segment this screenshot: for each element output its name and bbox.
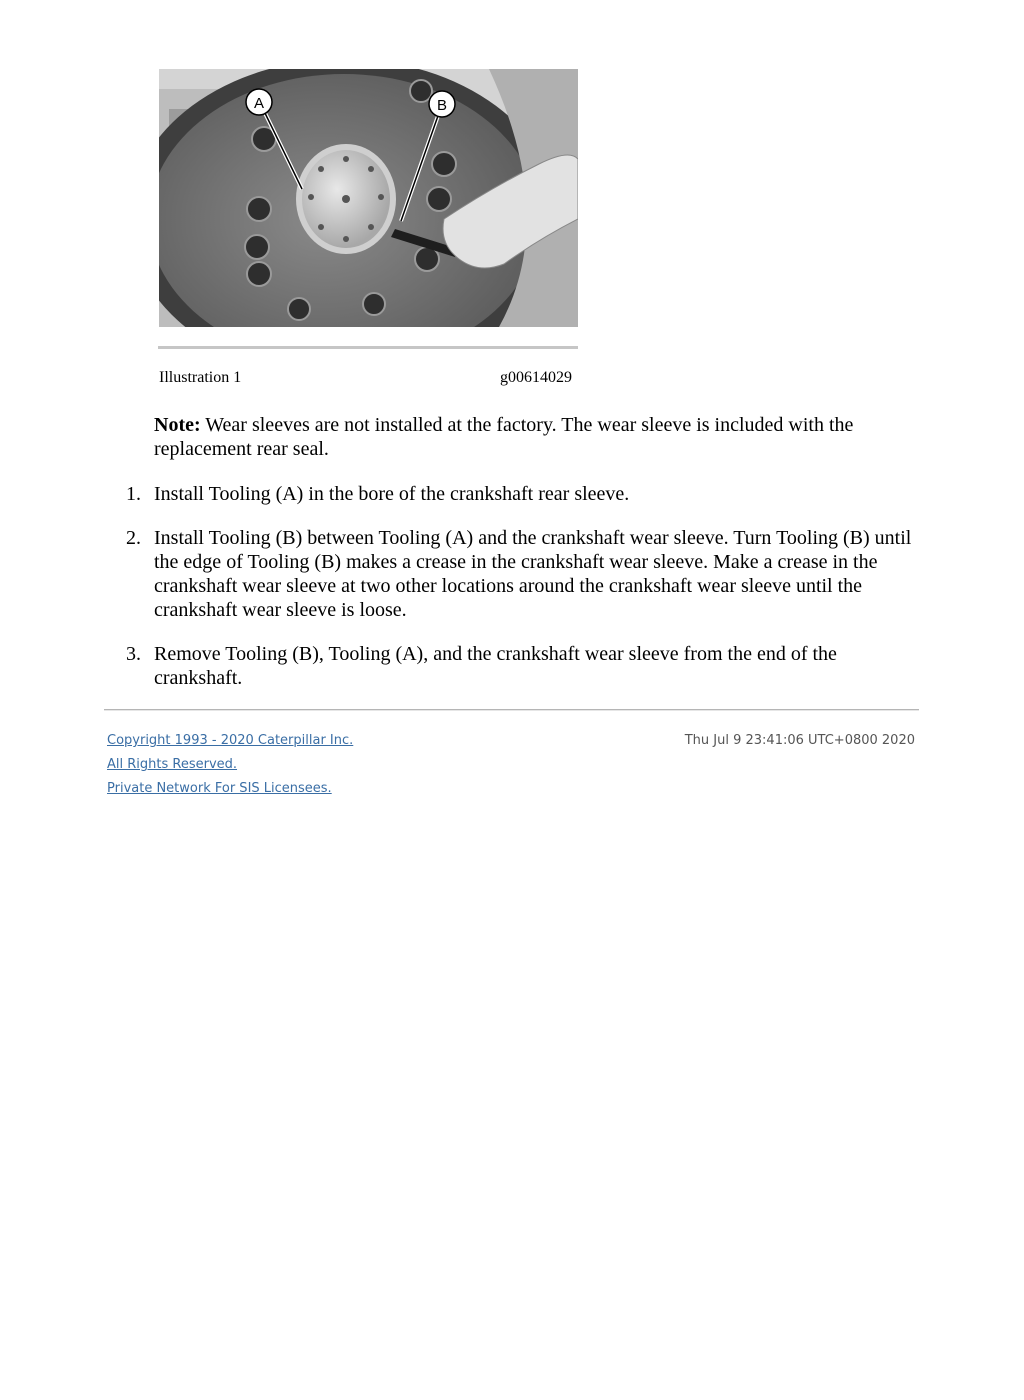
crankshaft-illustration [159,69,578,327]
illustration-photo [159,69,578,327]
step-text: Install Tooling (B) between Tooling (A) and the crankshaft wear sleeve. Turn Tooling (B) until the edge of Tooling (B) makes a crease in the crankshaft wear sleeve. Make a crease in the crankshaft wear sleeve at two other locations around the crankshaft wear sleeve until the crankshaft wear sleeve is loose. [154,527,912,621]
callout-b-label: B [436,97,448,114]
footer-divider [104,709,919,710]
illustration-divider [158,346,578,349]
step-item [126,482,926,506]
illustration-caption-id: g00614029 [500,369,572,386]
note-text: Wear sleeves are not installed at the factory. The wear sleeve is included with the replacement rear seal. [154,414,854,460]
note-label: Note: [154,414,201,436]
step-number: 3. [126,643,141,665]
step-item [126,642,926,690]
step-number: 2. [126,527,141,549]
step-number: 1. [126,483,141,505]
step-text: Remove Tooling (B), Tooling (A), and the crankshaft wear sleeve from the end of the crankshaft. [154,643,837,689]
rights-link[interactable]: All Rights Reserved. [107,757,238,772]
step-text: Install Tooling (A) in the bore of the crankshaft rear sleeve. [154,483,630,505]
callout-a-label: A [253,95,265,112]
step-item [126,526,926,622]
network-link[interactable]: Private Network For SIS Licensees. [107,781,332,796]
copyright-link[interactable]: Copyright 1993 - 2020 Caterpillar Inc. [107,733,354,748]
note-paragraph [154,413,924,461]
footer-timestamp: Thu Jul 9 23:41:06 UTC+0800 2020 [684,733,915,748]
illustration-caption-label: Illustration 1 [159,369,242,386]
